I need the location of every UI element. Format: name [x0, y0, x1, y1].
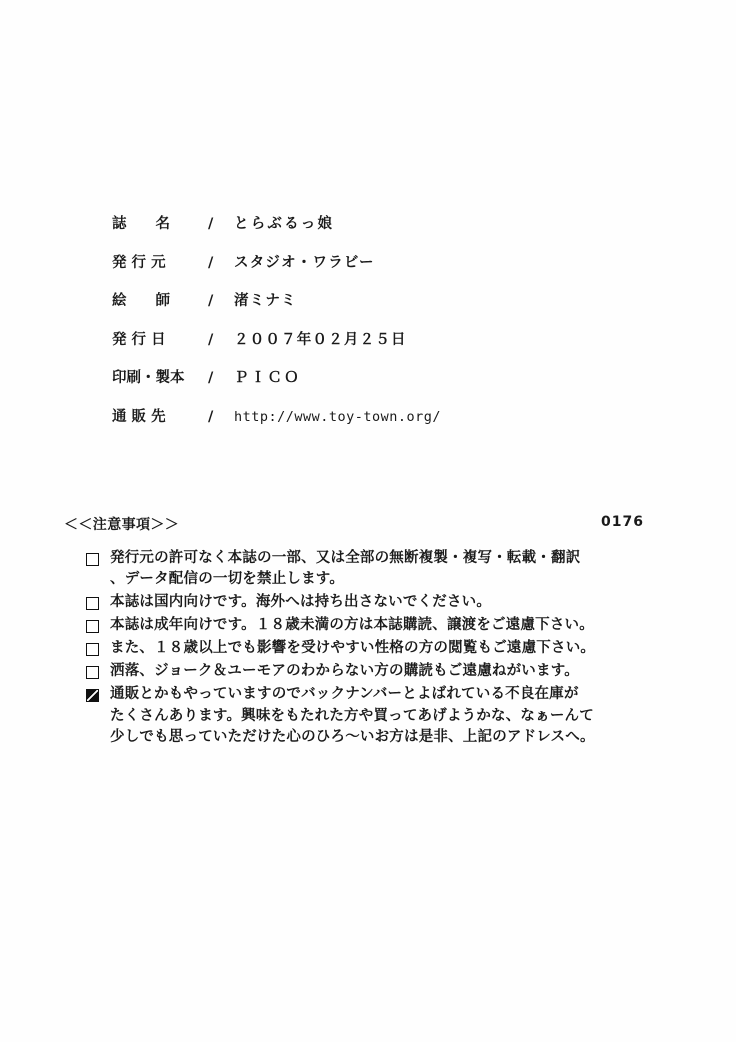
colophon-value: ＰＩＣＯ — [234, 370, 301, 386]
notice-heading: ＜＜注意事項＞＞ — [64, 517, 180, 533]
colophon-label: 通 販 先 — [112, 408, 166, 425]
colophon-row — [112, 251, 632, 272]
page-number: 0176 — [601, 514, 644, 530]
list-item — [86, 592, 656, 613]
notice-line: 少しでも思っていただけた心のひろ～いお方は是非、上記のアドレスへ。 — [110, 729, 595, 745]
checkbox-icon — [86, 597, 99, 610]
checkbox-icon — [86, 643, 99, 656]
colophon-value: ２００７年０２月２５日 — [234, 331, 407, 348]
notice-item-text — [110, 592, 491, 613]
colophon-separator: / — [208, 216, 214, 232]
colophon-value: 渚ミナミ — [234, 293, 297, 309]
notice-list — [86, 548, 656, 751]
colophon-label: 印刷・製本 — [112, 370, 185, 386]
colophon-separator: / — [208, 254, 214, 271]
notice-line: 本誌は成年向けです。１８歳未満の方は本誌購読、譲渡をご遠慮下さい。 — [110, 617, 594, 633]
colophon-separator: / — [208, 331, 214, 348]
colophon-separator: / — [208, 408, 214, 425]
colophon-row — [112, 366, 632, 387]
list-item — [86, 684, 656, 749]
list-item — [86, 661, 656, 682]
notice-item-text — [110, 661, 579, 682]
list-item — [86, 615, 656, 636]
notice-item-text — [110, 684, 595, 749]
notice-line: 洒落、ジョーク＆ユーモアのわからない方の購読もご遠慮ねがいます。 — [110, 663, 579, 679]
checkbox-icon — [86, 620, 99, 633]
list-item — [86, 638, 656, 659]
notice-line: たくさんあります。興味をもたれた方や買ってあげようかな、なぁーんて — [110, 707, 594, 724]
notice-line: 、データ配信の一切を禁止します。 — [110, 571, 345, 587]
colophon-row — [112, 328, 632, 349]
notice-line: 本誌は国内向けです。海外へは持ち出さないでください。 — [110, 594, 492, 610]
shop-url[interactable]: http://www.toy-town.org/ — [234, 408, 442, 425]
checkbox-icon — [86, 666, 99, 679]
notice-item-text — [110, 615, 594, 636]
colophon-label: 絵 師 — [112, 293, 170, 309]
colophon-separator: / — [208, 370, 214, 386]
colophon-row — [112, 289, 632, 310]
colophon-value: とらぶるっ娘 — [234, 216, 335, 232]
checkbox-icon — [86, 553, 99, 566]
colophon-value: スタジオ・ワラビー — [234, 254, 375, 271]
colophon-row — [112, 212, 632, 233]
notice-line: また、１８歳以上でも影響を受けやすい性格の方の閲覧もご遠慮下さい。 — [110, 640, 596, 656]
filled-marker-icon — [86, 689, 99, 702]
notice-line: 発行元の許可なく本誌の一部、又は全部の無断複製・複写・転載・翻訳 — [110, 550, 581, 566]
colophon-label: 発 行 日 — [112, 331, 166, 348]
colophon-label: 発 行 元 — [112, 254, 166, 271]
notice-line: 通販とかもやっていますのでバックナンバーとよばれている不良在庫が — [110, 686, 579, 702]
list-item — [86, 548, 656, 590]
colophon-label: 誌 名 — [112, 216, 170, 232]
colophon-row — [112, 405, 632, 426]
notice-item-text — [110, 638, 595, 659]
colophon-separator: / — [208, 293, 214, 309]
notice-item-text — [110, 548, 580, 590]
colophon-block — [112, 212, 632, 443]
